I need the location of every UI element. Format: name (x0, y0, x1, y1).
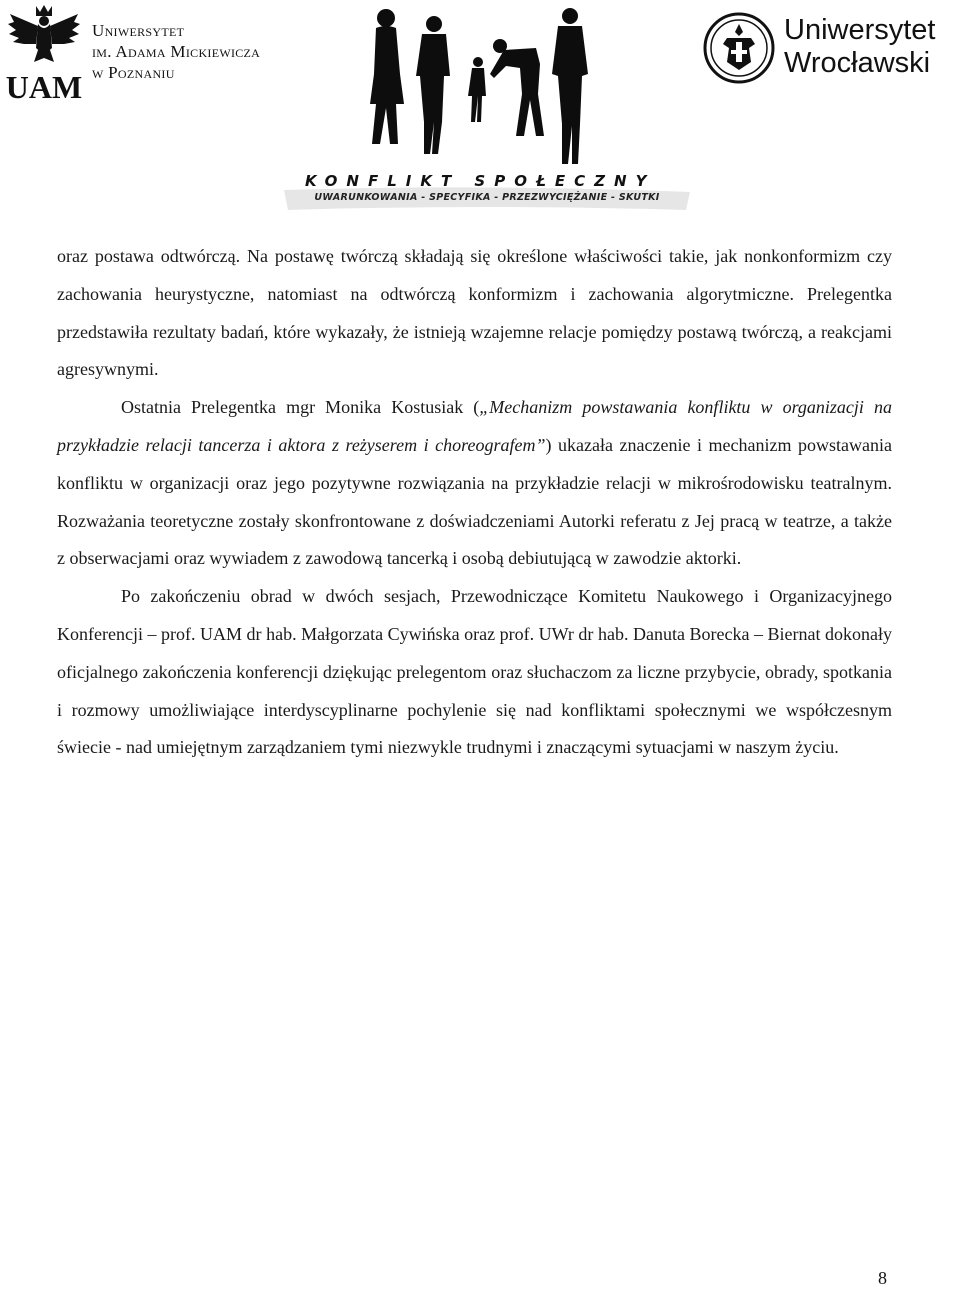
paragraph-3: Po zakończeniu obrad w dwóch sesjach, Przewodniczące Komitetu Naukowego i Organizacyjnego Konferencji – prof. UAM dr hab. Małgorzata Cywińska oraz prof. UWr dr hab. Danuta Borecka – Biernat dokonały oficjalnego zakończenia konferencji dziękując prelegentom oraz słuchaczom za liczne przybycie, obrady, spotkania i rozmowy umożliwiające interdyscyplinarne pochylenie się nad konfliktami społecznymi we współczesnym świecie - nad umiejętnym zarządzaniem tymi niezwykle trudnymi i znaczącymi sytuacjami w naszym życiu. (57, 586, 892, 758)
paragraph-2-start: Ostatnia Prelegentka mgr Monika Kostusiak ( (121, 397, 480, 418)
uwr-name (784, 14, 936, 80)
paragraph-2-end: ) ukazała znaczenie i mechanizm powstawania konfliktu w organizacji oraz jego pozytywne rozwiązania na przykładzie relacji w mikrośrodowisku teatralnym. Rozważania teoretyczne zostały skonfrontowane z doświadczeniami Autorki referatu z Jej pracą w teatrze, a także z obserwacjami oraz wywiadem z zawodową tancerką i osobą debiutującą w zawodzie aktorki. (57, 434, 892, 569)
paragraph-2 (57, 389, 892, 578)
uam-monogram: UAM (5, 69, 83, 102)
uam-name-line2: im. Adama Mickiewicza (92, 42, 261, 61)
uwr-seal-logo (703, 12, 775, 84)
page-header (0, 0, 960, 215)
uwr-name-line2: Wrocławski (784, 47, 931, 79)
paragraph-1: oraz postawa odtwórczą. Na postawę twórczą składają się określone właściwości takie, jak nonkonformizm czy zachowania heurystyczne, natomiast na odtwórczą konformizm i zachowania algorytmiczne. Prelegentka przedstawiła rezultaty badań, które wykazały, że istnieją wzajemne relacje pomiędzy postawą twórczą, a reakcjami agresywnymi. (57, 246, 892, 380)
uam-eagle-logo (4, 4, 84, 102)
document-body (57, 238, 892, 767)
silhouettes-artwork (360, 4, 610, 176)
uwr-name-line1: Uniwersytet (784, 14, 936, 46)
uam-name-line3: w Poznaniu (92, 63, 175, 82)
uam-name (92, 20, 260, 83)
lecture-title: „Mechanizm powstawania konfliktu w organizacji na przykładzie relacji tancerza i aktora z reżyserem i choreografem” (57, 397, 892, 455)
page-number: 8 (878, 1268, 887, 1288)
conference-subtitle: UWARUNKOWANIA - SPECYFIKA - PRZEZWYCIĘŻANIE - SKUTKI (314, 192, 660, 203)
uam-name-line1: Uniwersytet (92, 21, 185, 40)
conference-title: KONFLIKT SPOŁECZNY (305, 172, 656, 190)
